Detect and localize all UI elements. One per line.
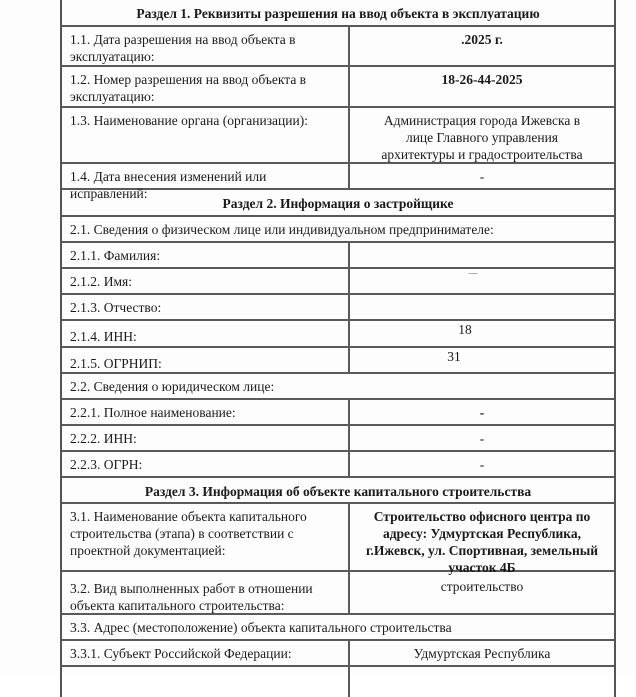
section-2-title: Раздел 2. Информация о застройщике xyxy=(222,196,454,211)
row-value-1-2: 18-26-44-2025 xyxy=(441,72,523,87)
table-row xyxy=(62,504,614,575)
redaction-mark: — xyxy=(468,268,478,278)
table-row xyxy=(62,108,614,164)
section-3-title: Раздел 3. Информация об объекте капитального строительства xyxy=(144,484,532,499)
row-value-3-2: строительство xyxy=(440,579,524,594)
row-value-3-3-1: Удмуртская Республика xyxy=(413,646,551,661)
subsection-2-2-header xyxy=(62,374,614,400)
subsection-3-3-title: 3.3. Адрес (местоположение) объекта капитального строительства xyxy=(70,620,452,635)
row-label-2-1-4: 2.1.4. ИНН: xyxy=(62,321,350,346)
row-value-continuation xyxy=(350,667,614,697)
table-row xyxy=(62,27,614,67)
row-value-2-1-1 xyxy=(350,243,614,267)
subsection-2-1-title: 2.1. Сведения о физическом лице или индивидуальном предпринимателе: xyxy=(70,222,494,237)
row-label-2-2-2: 2.2.2. ИНН: xyxy=(62,426,350,450)
table-row-continuation xyxy=(62,667,614,697)
row-value-2-1-4: 18 xyxy=(458,322,472,337)
table-row xyxy=(62,641,614,667)
row-label-2-2-1: 2.2.1. Полное наименование: xyxy=(62,400,350,424)
row-label-1-1: 1.1. Дата разрешения на ввод объекта в эксплуатацию: xyxy=(62,27,350,65)
permit-table xyxy=(60,0,616,697)
table-row xyxy=(62,426,614,452)
table-row xyxy=(62,572,614,615)
row-value-2-1-2 xyxy=(350,269,614,293)
row-value-2-2-3: - xyxy=(479,457,485,472)
row-value-1-3: Администрация города Ижевска в лице Главного управления архитектуры и градостроительства xyxy=(381,113,583,162)
section-2-header xyxy=(62,190,614,217)
row-label-1-3: 1.3. Наименование органа (организации): xyxy=(62,108,350,162)
table-row xyxy=(62,67,614,108)
section-1-header xyxy=(62,0,614,27)
table-row xyxy=(62,243,614,269)
table-row xyxy=(62,452,614,478)
subsection-3-3-header xyxy=(62,615,614,641)
table-row xyxy=(62,269,614,295)
row-value-2-1-3 xyxy=(350,295,614,319)
row-value-1-1: .2025 г. xyxy=(461,32,503,47)
row-value-3-1: Строительство офисного центра по адресу: Удмуртская Республика, г.Ижевск, ул. Спортивная, земельный участок 4Б xyxy=(365,509,599,575)
subsection-2-2-title: 2.2. Сведения о юридическом лице: xyxy=(70,379,275,394)
table-row xyxy=(62,321,614,348)
row-label-2-2-3: 2.2.3. ОГРН: xyxy=(62,452,350,476)
row-label-2-1-2: 2.1.2. Имя: xyxy=(62,269,350,293)
row-label-1-4: 1.4. Дата внесения изменений или исправлений: xyxy=(62,164,350,188)
row-value-1-4: - xyxy=(479,169,485,184)
section-3-header xyxy=(62,478,614,504)
row-label-3-2: 3.2. Вид выполненных работ в отношении объекта капитального строительства: xyxy=(62,572,350,613)
row-label-3-3-1: 3.3.1. Субъект Российской Федерации: xyxy=(62,641,350,665)
row-label-2-1-5: 2.1.5. ОГРНИП: xyxy=(62,348,350,372)
row-value-2-2-1: - xyxy=(479,405,485,420)
row-label-2-1-1: 2.1.1. Фамилия: xyxy=(62,243,350,267)
table-row xyxy=(62,164,614,201)
row-label-2-1-3: 2.1.3. Отчество: xyxy=(62,295,350,319)
row-label-continuation xyxy=(62,667,350,697)
row-value-2-1-5: 31 xyxy=(447,349,461,364)
section-1-title: Раздел 1. Реквизиты разрешения на ввод объекта в эксплуатацию xyxy=(136,6,540,21)
table-row xyxy=(62,400,614,426)
table-row xyxy=(62,348,614,374)
row-label-1-2: 1.2. Номер разрешения на ввод объекта в эксплуатацию: xyxy=(62,67,350,106)
row-label-3-1: 3.1. Наименование объекта капитального строительства (этапа) в соответствии с проектной документацией: xyxy=(62,504,350,570)
table-row xyxy=(62,295,614,321)
subsection-2-1-header xyxy=(62,217,614,243)
row-value-2-2-2: - xyxy=(479,431,485,446)
